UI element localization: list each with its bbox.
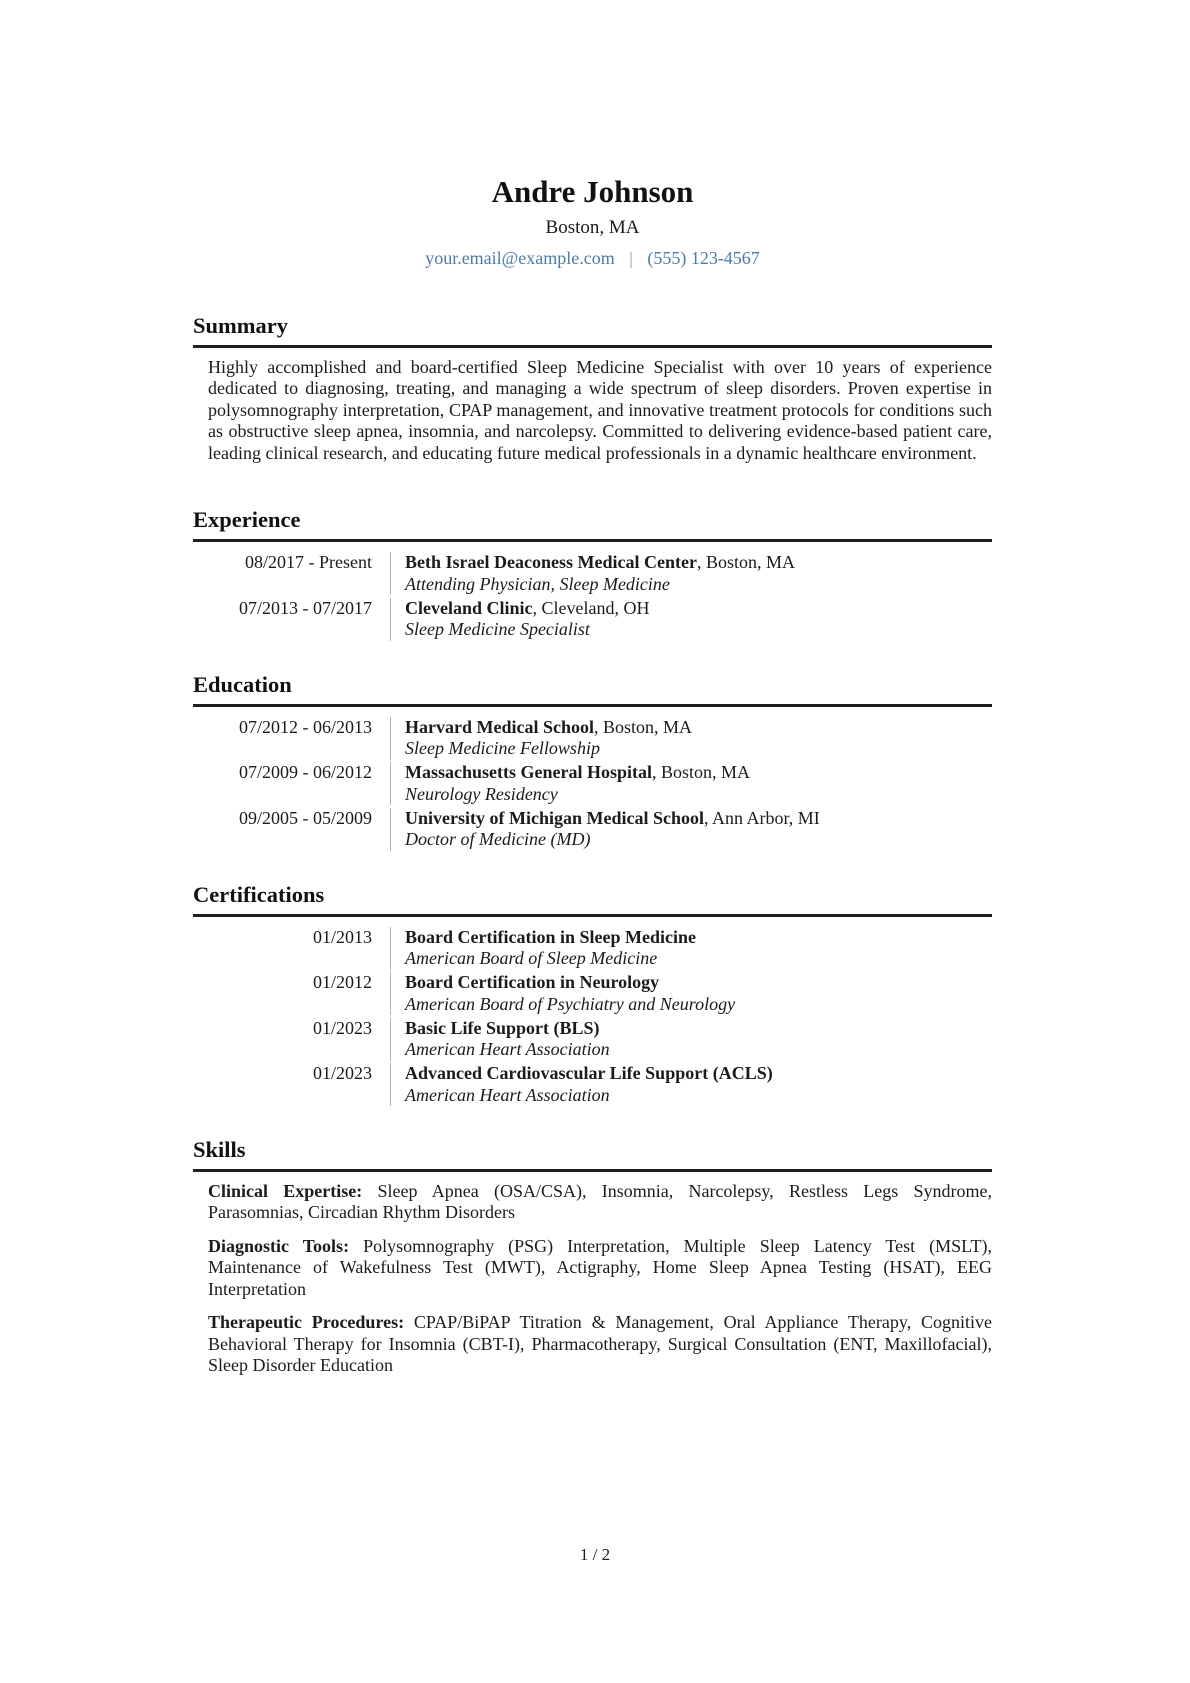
entry-date: 01/2023	[312, 1017, 372, 1038]
experience-heading: Experience	[193, 506, 992, 542]
entry-details	[390, 598, 992, 641]
education-entry	[208, 717, 992, 760]
entry-title	[405, 808, 992, 830]
entry-degree: Sleep Medicine Fellowship	[405, 738, 600, 759]
entry-role: Attending Physician, Sleep Medicine	[405, 573, 670, 594]
entry-school: Massachusetts General Hospital	[405, 762, 652, 783]
contact-separator: |	[629, 248, 633, 269]
entry-school-location: , Ann Arbor, MI	[703, 807, 820, 828]
certification-issuer: American Heart Association	[405, 1039, 610, 1060]
certification-entry	[208, 1063, 992, 1106]
entry-title	[405, 762, 992, 784]
certification-issuer: American Board of Psychiatry and Neurology	[405, 993, 736, 1014]
skill-group	[208, 1181, 992, 1224]
section-summary	[193, 312, 992, 464]
certification-entry	[208, 927, 992, 970]
entry-details	[390, 808, 992, 851]
certification-name: Board Certification in Sleep Medicine	[405, 926, 696, 947]
section-experience	[193, 506, 992, 641]
skill-group-label: Clinical Expertise:	[208, 1181, 363, 1202]
skill-group	[208, 1312, 992, 1376]
entry-org: Beth Israel Deaconess Medical Center	[405, 552, 697, 573]
entry-date: 07/2009 - 06/2012	[239, 762, 372, 783]
entry-title	[405, 717, 992, 739]
entry-date: 01/2023	[312, 1063, 372, 1084]
certification-name: Advanced Cardiovascular Life Support (ACLS)	[405, 1063, 773, 1084]
certification-entry	[208, 972, 992, 1015]
phone-link[interactable]: (555) 123-4567	[647, 248, 760, 269]
entry-degree: Doctor of Medicine (MD)	[405, 829, 591, 850]
entry-date: 09/2005 - 05/2009	[239, 807, 372, 828]
entry-title	[405, 598, 992, 620]
resume-header	[193, 174, 992, 270]
experience-entries	[208, 552, 992, 641]
skill-group-items: Polysomnography (PSG) Interpretation, Multiple Sleep Latency Test (MSLT), Maintenance of Wakefulness Test (MWT), Actigraphy, Home Sleep Apnea Testing (HSAT), EEG Interpretation	[208, 1235, 993, 1299]
skills-groups	[208, 1181, 992, 1376]
entry-details	[390, 1063, 992, 1106]
section-skills	[193, 1136, 992, 1376]
entry-date: 01/2012	[312, 972, 372, 993]
entry-details	[390, 717, 992, 760]
entry-school-location: , Boston, MA	[652, 762, 751, 783]
entry-school-location: , Boston, MA	[593, 716, 692, 737]
certification-issuer: American Board of Sleep Medicine	[405, 948, 658, 969]
entry-details	[390, 972, 992, 1015]
entry-details	[390, 927, 992, 970]
entry-org-location: , Cleveland, OH	[532, 597, 650, 618]
skill-group-items: CPAP/BiPAP Titration & Management, Oral Appliance Therapy, Cognitive Behavioral Therapy for Insomnia (CBT-I), Pharmacotherapy, Surgical Consultation (ENT, Maxillofacial), Sleep Disorder Education	[208, 1312, 992, 1375]
certification-entry	[208, 1018, 992, 1061]
education-entry	[208, 808, 992, 851]
skill-group-items: Sleep Apnea (OSA/CSA), Insomnia, Narcolepsy, Restless Legs Syndrome, Parasomnias, Circadian Rhythm Disorders	[208, 1181, 992, 1223]
entry-title	[405, 552, 992, 574]
skill-group-label: Therapeutic Procedures:	[208, 1312, 405, 1333]
certification-issuer: American Heart Association	[405, 1084, 610, 1105]
entry-org-location: , Boston, MA	[696, 552, 795, 573]
candidate-location: Boston, MA	[545, 216, 640, 238]
entry-details	[390, 762, 992, 805]
entry-date: 07/2013 - 07/2017	[239, 597, 372, 618]
certification-entries	[208, 927, 992, 1107]
certifications-heading: Certifications	[193, 881, 992, 917]
section-education	[193, 671, 992, 851]
experience-entry	[208, 598, 992, 641]
page-number: 1 / 2	[579, 1545, 611, 1564]
entry-details	[390, 552, 992, 595]
education-heading: Education	[193, 671, 992, 707]
education-entries	[208, 717, 992, 851]
entry-degree: Neurology Residency	[405, 783, 558, 804]
skills-heading: Skills	[193, 1136, 992, 1172]
entry-title	[405, 972, 992, 994]
entry-title	[405, 927, 992, 949]
entry-school: Harvard Medical School	[405, 716, 594, 737]
education-entry	[208, 762, 992, 805]
entry-org: Cleveland Clinic	[405, 597, 533, 618]
certification-name: Basic Life Support (BLS)	[405, 1017, 600, 1038]
contact-line	[193, 248, 992, 270]
skill-group	[208, 1236, 992, 1300]
entry-date: 01/2013	[312, 926, 372, 947]
candidate-name: Andre Johnson	[491, 174, 694, 209]
summary-text: Highly accomplished and board-certified Sleep Medicine Specialist with over 10 years of experience dedicated to diagnosing, treating, and managing a wide spectrum of sleep disorders. Proven expertise in polysomnography interpretation, CPAP management, and innovative treatment protocols for conditions such as obstructive sleep apnea, insomnia, and narcolepsy. Committed to delivering evidence-based patient care, leading clinical research, and educating future medical professionals in a dynamic healthcare environment.	[208, 357, 992, 463]
entry-details	[390, 1018, 992, 1061]
entry-date: 07/2012 - 06/2013	[239, 716, 372, 737]
certification-name: Board Certification in Neurology	[405, 972, 660, 993]
entry-role: Sleep Medicine Specialist	[405, 619, 590, 640]
experience-entry	[208, 552, 992, 595]
section-certifications	[193, 881, 992, 1107]
entry-date: 08/2017 - Present	[245, 552, 372, 573]
entry-title	[405, 1063, 992, 1085]
skill-group-label: Diagnostic Tools:	[208, 1235, 350, 1256]
summary-heading: Summary	[193, 312, 992, 348]
entry-title	[405, 1018, 992, 1040]
email-link[interactable]: your.email@example.com	[425, 248, 615, 269]
entry-school: University of Michigan Medical School	[405, 807, 704, 828]
